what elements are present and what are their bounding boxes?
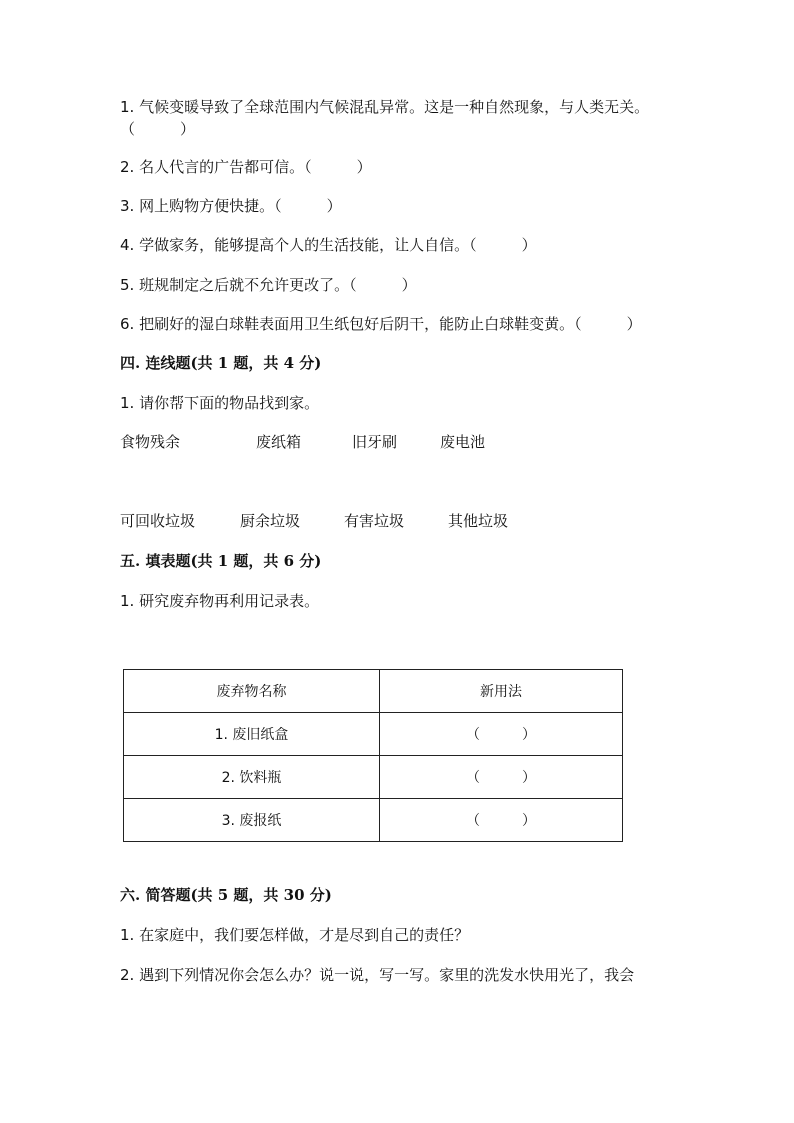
judgement-item-4: 4. 学做家务，能够提高个人的生活技能，让人自信。（ ） [120, 236, 537, 254]
judgement-item-5: 5. 班规制定之后就不允许更改了。（ ） [120, 276, 417, 294]
match-bin-recyclable: 可回收垃圾 [120, 512, 196, 530]
judgement-item-2: 2. 名人代言的广告都可信。（ ） [120, 158, 372, 176]
match-item-cardboard: 废纸箱 [256, 433, 302, 451]
match-bin-hazardous: 有害垃圾 [344, 512, 405, 530]
table-cell-name: 1. 废旧纸盒 [124, 713, 380, 756]
section5-question: 1. 研究废弃物再利用记录表。 [120, 592, 320, 610]
judgement-item-6: 6. 把刷好的湿白球鞋表面用卫生纸包好后阴干，能防止白球鞋变黄。（ ） [120, 315, 642, 333]
match-item-toothbrush: 旧牙刷 [352, 433, 398, 451]
table-header-row [124, 670, 623, 713]
table-cell-usage: （ ） [380, 713, 623, 756]
match-bin-kitchen: 厨余垃圾 [240, 512, 301, 530]
short-answer-2: 2. 遇到下列情况你会怎么办？说一说，写一写。家里的洗发水快用光了，我会 [120, 966, 635, 984]
table-cell-name: 3. 废报纸 [124, 799, 380, 842]
match-item-food-waste: 食物残余 [120, 433, 181, 451]
table-row [124, 713, 623, 756]
section4-heading: 四. 连线题(共 1 题，共 4 分) [120, 354, 322, 372]
judgement-item-3: 3. 网上购物方便快捷。（ ） [120, 197, 342, 215]
match-bin-other: 其他垃圾 [448, 512, 509, 530]
table-cell-name: 2. 饮料瓶 [124, 756, 380, 799]
short-answer-1: 1. 在家庭中，我们要怎样做，才是尽到自己的责任？ [120, 926, 470, 944]
table-header-usage: 新用法 [380, 670, 623, 713]
table-cell-usage: （ ） [380, 756, 623, 799]
record-table [123, 669, 623, 842]
table-header-name: 废弃物名称 [124, 670, 380, 713]
match-item-battery: 废电池 [440, 433, 486, 451]
judgement-item-1: 1. 气候变暖导致了全球范围内气候混乱异常。这是一种自然现象，与人类无关。（ ） [120, 98, 650, 138]
table-row [124, 799, 623, 842]
table-cell-usage: （ ） [380, 799, 623, 842]
section6-heading: 六. 简答题(共 5 题，共 30 分) [120, 886, 332, 904]
section4-question: 1. 请你帮下面的物品找到家。 [120, 394, 320, 412]
table-row [124, 756, 623, 799]
section5-heading: 五. 填表题(共 1 题，共 6 分) [120, 552, 322, 570]
